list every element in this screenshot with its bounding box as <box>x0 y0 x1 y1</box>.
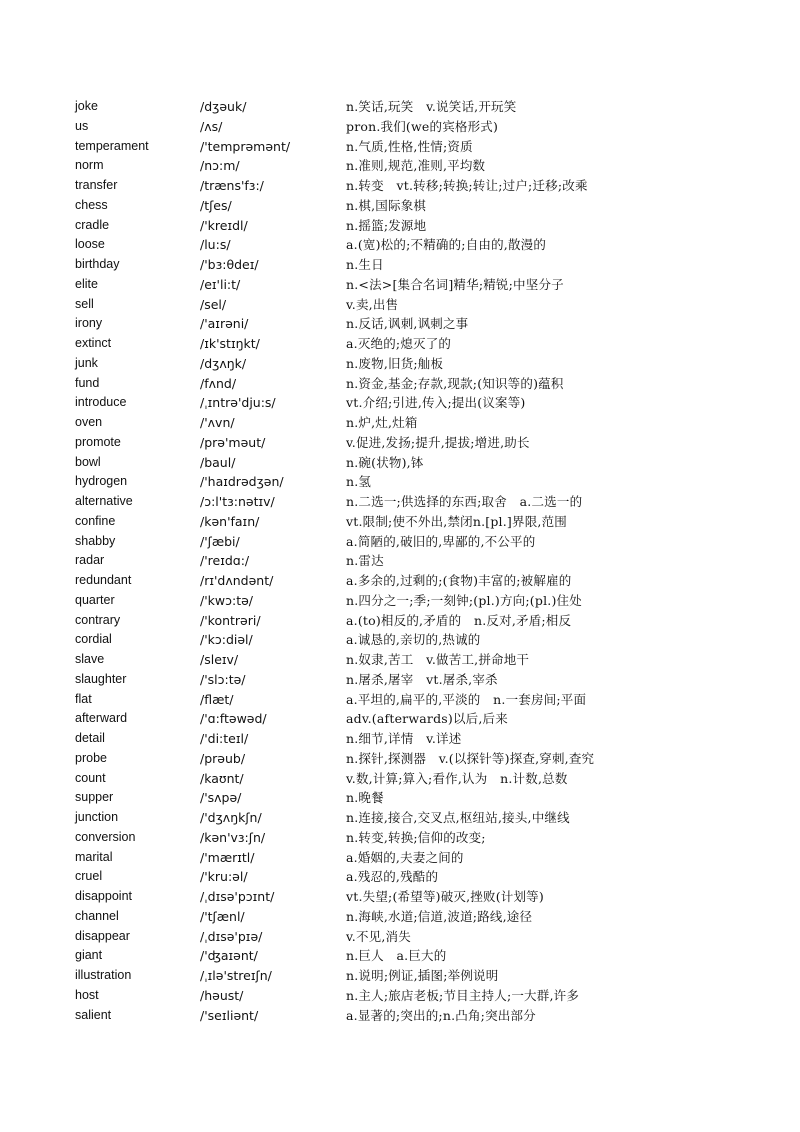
vocabulary-entry <box>0 1006 800 1026</box>
entry-word: junk <box>75 355 98 370</box>
entry-phonetic: /'aɪrəni/ <box>200 316 249 332</box>
entry-word: temperament <box>75 138 149 153</box>
entry-phonetic: /sel/ <box>200 296 227 312</box>
entry-definition: vt.限制;使不外出,禁闭n.[pl.]界限,范围 <box>346 513 567 529</box>
entry-word: flat <box>75 691 92 706</box>
vocabulary-entry <box>0 374 800 394</box>
entry-definition: n.炉,灶,灶箱 <box>346 415 418 430</box>
entry-definition: n.海峡,水道;信道,波道;路线,途径 <box>346 908 533 924</box>
vocabulary-entry <box>0 137 800 157</box>
vocabulary-entry <box>0 946 800 966</box>
entry-phonetic: /prə'məut/ <box>200 434 266 450</box>
entry-definition: n.二选一;供选择的东西;取舍 a.二选一的 <box>346 494 583 509</box>
entry-word: alternative <box>75 494 133 508</box>
entry-phonetic: /kən'faɪn/ <box>200 513 260 529</box>
entry-word: supper <box>75 790 114 805</box>
entry-word: afterward <box>75 711 128 726</box>
entry-phonetic: /'sʌpə/ <box>200 790 242 806</box>
entry-word: disappear <box>75 928 130 943</box>
vocabulary-entry <box>0 255 800 275</box>
vocabulary-entry <box>0 808 800 828</box>
entry-phonetic: /ˌɪntrə'dju:s/ <box>200 395 276 411</box>
entry-phonetic: /'slɔ:tə/ <box>200 671 246 687</box>
entry-definition: n.碗(状物),钵 <box>346 454 424 470</box>
entry-word: bowl <box>75 454 101 469</box>
vocabulary-entry <box>0 551 800 571</box>
vocabulary-entry <box>0 670 800 690</box>
vocabulary-entry <box>0 216 800 236</box>
entry-phonetic: /'kwɔ:tə/ <box>200 592 253 608</box>
entry-word: oven <box>75 415 103 429</box>
entry-definition: n.反话,讽刺,讽刺之事 <box>346 316 469 332</box>
entry-definition: n.转变,转换;信仰的改变; <box>346 829 486 845</box>
entry-phonetic: /'kreɪdl/ <box>200 217 248 233</box>
vocabulary-entry <box>0 275 800 295</box>
vocabulary-entry <box>0 729 800 749</box>
entry-word: introduce <box>75 395 127 410</box>
entry-definition: vt.介绍;引进,传入;提出(议案等) <box>346 395 526 411</box>
vocabulary-entry <box>0 650 800 670</box>
vocabulary-entry <box>0 611 800 631</box>
entry-phonetic: /'haɪdrədʒən/ <box>200 474 284 490</box>
vocabulary-entry <box>0 354 800 374</box>
vocabulary-entry <box>0 848 800 868</box>
entry-phonetic: /flæt/ <box>200 691 234 707</box>
vocabulary-entry <box>0 196 800 216</box>
entry-phonetic: /'ʃæbi/ <box>200 533 240 549</box>
entry-definition: n.奴隶,苦工 v.做苦工,拼命地干 <box>346 652 530 667</box>
entry-word: cradle <box>75 217 110 232</box>
entry-word: giant <box>75 948 103 963</box>
entry-definition: n.氢 <box>346 474 372 490</box>
entry-definition: n.生日 <box>346 257 384 272</box>
entry-word: fund <box>75 375 100 390</box>
entry-phonetic: /'kontrəri/ <box>200 612 261 628</box>
vocabulary-entry <box>0 413 800 433</box>
vocabulary-entry <box>0 176 800 196</box>
entry-definition: a.简陋的,破旧的,卑鄙的,不公平的 <box>346 533 536 549</box>
vocabulary-entry <box>0 117 800 137</box>
entry-word: joke <box>75 99 98 113</box>
entry-word: disappoint <box>75 889 132 903</box>
entry-word: redundant <box>75 573 132 587</box>
entry-phonetic: /dʒəuk/ <box>200 99 247 114</box>
vocabulary-entry <box>0 314 800 334</box>
vocabulary-list <box>0 97 800 1025</box>
entry-phonetic: /'tʃænl/ <box>200 908 245 924</box>
entry-phonetic: /ˌɪlə'streɪʃn/ <box>200 968 272 983</box>
vocabulary-entry <box>0 907 800 927</box>
entry-word: promote <box>75 434 121 449</box>
entry-definition: n.细节,详情 v.详述 <box>346 731 462 746</box>
vocabulary-entry <box>0 235 800 255</box>
entry-word: slave <box>75 652 105 666</box>
vocabulary-entry <box>0 769 800 789</box>
entry-phonetic: /'ʤaɪənt/ <box>200 948 258 964</box>
entry-word: chess <box>75 197 108 212</box>
vocabulary-entry <box>0 749 800 769</box>
vocabulary-entry <box>0 690 800 710</box>
entry-word: sell <box>75 296 94 311</box>
entry-definition: a.多余的,过剩的;(食物)丰富的;被解雇的 <box>346 573 572 588</box>
entry-definition: n.准则,规范,准则,平均数 <box>346 158 486 174</box>
entry-definition: a.诚恳的,亲切的,热诚的 <box>346 632 481 648</box>
vocabulary-entry <box>0 492 800 512</box>
entry-phonetic: /eɪ'li:t/ <box>200 276 241 292</box>
entry-phonetic: /'bɜ:θdeɪ/ <box>200 257 259 272</box>
vocabulary-entry <box>0 334 800 354</box>
vocabulary-entry <box>0 453 800 473</box>
entry-definition: v.促进,发扬;提升,提拔;增进,助长 <box>346 434 530 450</box>
entry-word: cruel <box>75 869 103 884</box>
entry-phonetic: /'kru:əl/ <box>200 869 248 885</box>
vocabulary-entry <box>0 709 800 729</box>
entry-definition: a.婚姻的,夫妻之间的 <box>346 849 464 865</box>
entry-phonetic: /træns'fɜ:/ <box>200 178 264 193</box>
entry-definition: n.<法>[集合名词]精华;精锐;中坚分子 <box>346 276 564 292</box>
entry-phonetic: /'di:teɪl/ <box>200 731 249 746</box>
entry-word: contrary <box>75 612 121 627</box>
entry-phonetic: /ʌs/ <box>200 118 223 134</box>
entry-phonetic: /'ɑ:ftəwəd/ <box>200 711 267 727</box>
entry-phonetic: /'ʌvn/ <box>200 415 235 430</box>
entry-definition: v.卖,出售 <box>346 296 399 312</box>
entry-phonetic: /ˌdɪsə'pɪə/ <box>200 928 263 944</box>
entry-phonetic: /baul/ <box>200 454 236 470</box>
entry-word: probe <box>75 750 107 765</box>
entry-definition: n.晚餐 <box>346 790 384 806</box>
entry-word: elite <box>75 276 98 291</box>
entry-definition: a.显著的;突出的;n.凸角;突出部分 <box>346 1007 536 1023</box>
entry-phonetic: /kaʊnt/ <box>200 770 244 786</box>
entry-definition: a.平坦的,扁平的,平淡的 n.一套房间;平面 <box>346 691 587 707</box>
entry-phonetic: /lu:s/ <box>200 237 231 253</box>
entry-phonetic: /rɪ'dʌndənt/ <box>200 573 274 588</box>
entry-definition: n.探针,探测器 v.(以探针等)探查,穿刺,查究 <box>346 750 595 766</box>
entry-definition: vt.失望;(希望等)破灭,挫败(计划等) <box>346 889 544 904</box>
entry-definition: n.棋,国际象棋 <box>346 197 427 213</box>
vocabulary-entry <box>0 472 800 492</box>
entry-definition: n.巨人 a.巨大的 <box>346 948 447 964</box>
vocabulary-entry <box>0 156 800 176</box>
entry-definition: n.摇篮;发源地 <box>346 217 427 233</box>
entry-word: quarter <box>75 592 115 607</box>
entry-word: transfer <box>75 178 118 192</box>
entry-phonetic: /'seɪliənt/ <box>200 1007 259 1023</box>
entry-definition: a.灭绝的;熄灭了的 <box>346 336 452 351</box>
entry-phonetic: /'temprəmənt/ <box>200 138 291 154</box>
entry-word: illustration <box>75 968 132 982</box>
entry-phonetic: /prəub/ <box>200 750 246 766</box>
entry-word: us <box>75 118 89 133</box>
entry-definition: n.主人;旅店老板;节目主持人;一大群,许多 <box>346 987 580 1003</box>
entry-definition: n.废物,旧货;舢板 <box>346 355 444 371</box>
entry-word: marital <box>75 849 113 864</box>
entry-word: extinct <box>75 336 112 350</box>
entry-definition: a.残忍的,残酷的 <box>346 869 439 885</box>
entry-word: radar <box>75 553 105 568</box>
entry-phonetic: /'reɪdɑ:/ <box>200 553 250 569</box>
entry-phonetic: /fʌnd/ <box>200 375 237 391</box>
entry-phonetic: /dʒʌŋk/ <box>200 355 247 371</box>
entry-word: loose <box>75 237 105 252</box>
entry-definition: n.说明;例证,插图;举例说明 <box>346 968 499 983</box>
entry-phonetic: /ɔ:l'tɜ:nətɪv/ <box>200 494 275 509</box>
entry-word: host <box>75 987 99 1002</box>
entry-phonetic: /nɔ:m/ <box>200 158 240 174</box>
entry-phonetic: /'dʒʌŋkʃn/ <box>200 810 262 825</box>
entry-definition: n.屠杀,屠宰 vt.屠杀,宰杀 <box>346 671 498 687</box>
entry-definition: n.资金,基金;存款,现款;(知识等的)蕴积 <box>346 375 564 391</box>
entry-word: norm <box>75 158 104 173</box>
entry-word: birthday <box>75 257 120 271</box>
entry-definition: adv.(afterwards)以后,后来 <box>346 711 508 727</box>
vocabulary-entry <box>0 393 800 413</box>
entry-word: detail <box>75 731 105 745</box>
entry-word: count <box>75 770 106 785</box>
entry-definition: n.转变 vt.转移;转换;转让;过户;迁移;改乘 <box>346 178 588 193</box>
entry-word: slaughter <box>75 671 127 686</box>
entry-definition: n.四分之一;季;一刻钟;(pl.)方向;(pl.)住处 <box>346 592 582 608</box>
entry-phonetic: /kən'vɜ:ʃn/ <box>200 829 266 845</box>
entry-definition: a.(to)相反的,矛盾的 n.反对,矛盾;相反 <box>346 612 572 628</box>
entry-word: cordial <box>75 632 112 647</box>
entry-definition: v.数,计算;算入;看作,认为 n.计数,总数 <box>346 770 568 786</box>
entry-phonetic: /həust/ <box>200 987 244 1003</box>
entry-definition: n.笑话,玩笑 v.说笑话,开玩笑 <box>346 99 517 114</box>
entry-definition: v.不见,消失 <box>346 928 411 944</box>
entry-definition: n.连接,接合,交叉点,枢纽站,接头,中继线 <box>346 810 570 825</box>
entry-word: conversion <box>75 829 136 844</box>
entry-word: channel <box>75 908 119 923</box>
entry-phonetic: /sleɪv/ <box>200 652 239 667</box>
vocabulary-entry <box>0 867 800 887</box>
entry-phonetic: /'mærɪtl/ <box>200 849 255 865</box>
vocabulary-entry <box>0 630 800 650</box>
entry-phonetic: /ˌdɪsə'pɔɪnt/ <box>200 889 275 904</box>
entry-word: confine <box>75 513 116 528</box>
vocabulary-entry <box>0 571 800 591</box>
entry-definition: n.雷达 <box>346 553 384 569</box>
entry-phonetic: /tʃes/ <box>200 197 232 213</box>
vocabulary-entry <box>0 97 800 117</box>
vocabulary-entry <box>0 433 800 453</box>
entry-word: irony <box>75 316 103 331</box>
entry-definition: pron.我们(we的宾格形式) <box>346 118 499 134</box>
vocabulary-entry <box>0 966 800 986</box>
entry-word: hydrogen <box>75 474 128 489</box>
entry-word: shabby <box>75 533 116 548</box>
vocabulary-entry <box>0 591 800 611</box>
entry-definition: n.气质,性格,性情;资质 <box>346 138 473 154</box>
entry-definition: a.(宽)松的;不精确的;自由的,散漫的 <box>346 237 547 253</box>
vocabulary-entry <box>0 295 800 315</box>
vocabulary-entry <box>0 532 800 552</box>
vocabulary-entry <box>0 828 800 848</box>
entry-phonetic: /ɪk'stɪŋkt/ <box>200 336 260 351</box>
entry-word: junction <box>75 810 119 824</box>
entry-phonetic: /'kɔ:diəl/ <box>200 632 253 648</box>
vocabulary-entry <box>0 927 800 947</box>
vocabulary-entry <box>0 986 800 1006</box>
vocabulary-entry <box>0 788 800 808</box>
vocabulary-entry <box>0 887 800 907</box>
vocabulary-entry <box>0 512 800 532</box>
entry-word: salient <box>75 1007 112 1022</box>
